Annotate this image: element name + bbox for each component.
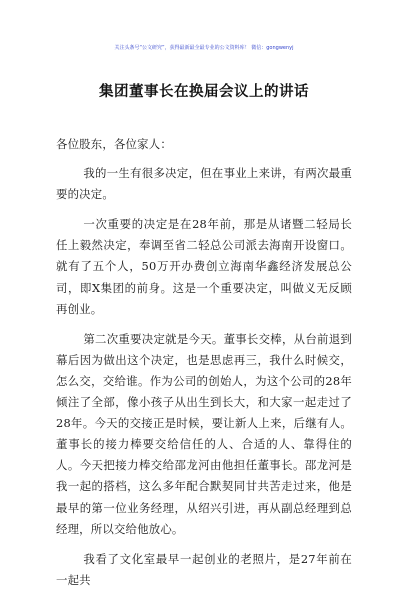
salutation: 各位股东，各位家人：: [56, 137, 172, 151]
header-note: 关注头条号“公文研究”，获得最新最全最专业的公文资料库！ 微信：gongwenyj: [114, 45, 294, 51]
document-body: [56, 134, 352, 600]
document-title: 集团董事长在换届会议上的讲话: [99, 84, 309, 100]
paragraph-3: 第二次重要决定就是今天。董事长交棒，从台前退到幕后因为做出这个决定，也是思虑再三，我什么时候交，怎么交，交给谁。作为公司的创始人，为这个公司的28年倾注了全部，像小孩子从出生到长大，和大家一起走过了28年。今天的交接正是时候，要让新人上来，后继有人。董事长的接力棒要交给信任的人、合适的人、靠得住的人。今天把接力棒交给邵龙河由他担任董事长。邵龙河是我一起的搭档，这么多年配合默契同甘共苦走过来，他是最早的第一位业务经理，从绍兴引进，再从副总经理到总经理，所以交给他放心。: [56, 331, 352, 536]
paragraph-2: 一次重要的决定是在28年前，那是从诸暨二轻局长任上毅然决定，奉调至省二轻总公司派去海南开设窗口。就有了五个人，50万开办费创立海南华鑫经济发展总公司，即X集团的前身。这是一个重要决定，叫做义无反顾再创业。: [56, 217, 352, 316]
paragraph-4: 我看了文化室最早一起创业的老照片，是27年前在一起共: [56, 551, 352, 587]
paragraph-1: 我的一生有很多决定，但在事业上来讲，有两次最重要的决定。: [56, 166, 352, 202]
